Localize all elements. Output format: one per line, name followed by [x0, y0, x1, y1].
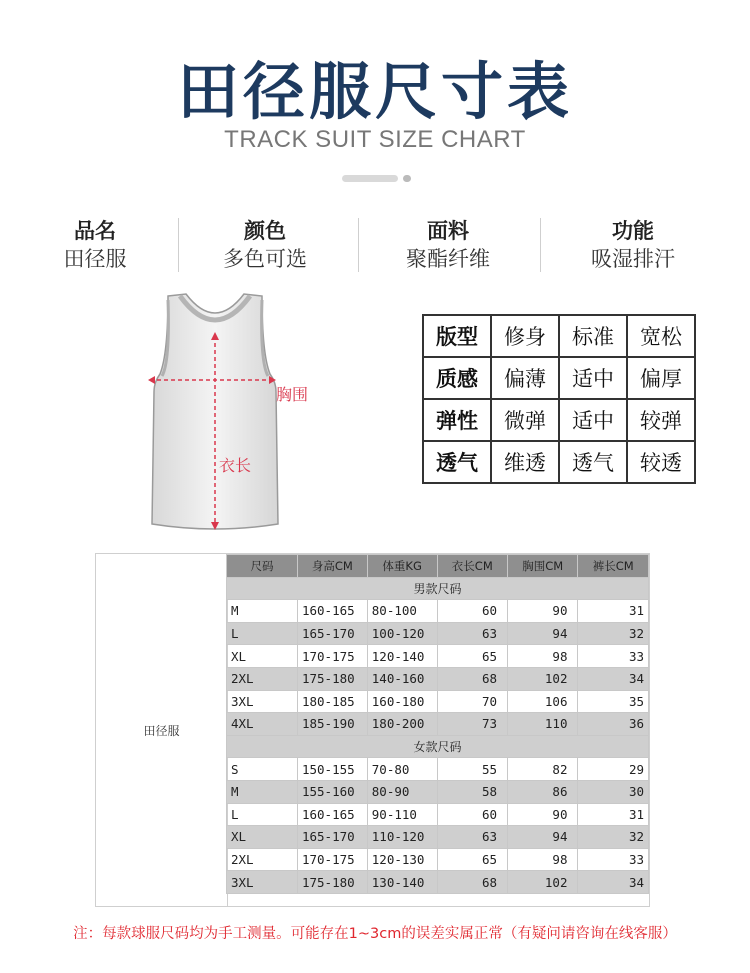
size-cell: 140-160 — [367, 667, 437, 690]
size-cell: 68 — [437, 667, 507, 690]
size-cell: 160-180 — [367, 690, 437, 713]
size-cell: 150-155 — [297, 758, 367, 781]
feel-cell: 标准 — [559, 315, 627, 357]
size-cell: 120-140 — [367, 645, 437, 668]
size-cell: 尺码 — [227, 555, 298, 578]
length-label: 衣长 — [219, 456, 252, 475]
feel-row-breathability — [423, 441, 695, 483]
size-cell: 106 — [508, 690, 578, 713]
size-cell: 30 — [578, 780, 649, 803]
attribute-label: 功能 — [612, 219, 654, 243]
size-cell: 90 — [508, 803, 578, 826]
attribute-value: 聚酯纤维 — [406, 247, 490, 271]
size-cell: 34 — [578, 871, 649, 894]
size-cell: 130-140 — [367, 871, 437, 894]
size-row — [227, 645, 649, 668]
size-cell: 180-185 — [297, 690, 367, 713]
size-cell: 68 — [437, 871, 507, 894]
attribute-function — [543, 218, 723, 273]
size-cell: 80-100 — [367, 600, 437, 623]
product-attributes — [0, 218, 750, 272]
size-row — [227, 848, 649, 871]
size-cell: 94 — [508, 826, 578, 849]
size-cell: 98 — [508, 645, 578, 668]
feel-cell: 微弹 — [491, 399, 559, 441]
size-cell: 2XL — [227, 667, 298, 690]
size-cell: 70-80 — [367, 758, 437, 781]
size-cell: M — [227, 780, 298, 803]
size-cell: 36 — [578, 713, 649, 736]
feel-cell: 维透 — [491, 441, 559, 483]
size-cell: 90 — [508, 600, 578, 623]
size-cell: 3XL — [227, 690, 298, 713]
size-cell: XL — [227, 645, 298, 668]
size-row — [227, 600, 649, 623]
size-cell: 160-165 — [297, 803, 367, 826]
attribute-fabric — [358, 218, 538, 273]
size-cell: XL — [227, 826, 298, 849]
feel-cell: 版型 — [423, 315, 491, 357]
feel-cell: 弹性 — [423, 399, 491, 441]
size-cell: 55 — [437, 758, 507, 781]
size-cell: 80-90 — [367, 780, 437, 803]
size-cell: 73 — [437, 713, 507, 736]
fit-feel-table — [422, 314, 696, 484]
size-cell: 110 — [508, 713, 578, 736]
size-cell: 63 — [437, 826, 507, 849]
section-title: 女款尺码 — [227, 735, 649, 758]
attribute-value: 田径服 — [63, 247, 127, 271]
feel-row-texture — [423, 357, 695, 399]
attribute-divider — [540, 218, 541, 272]
size-cell: M — [227, 600, 298, 623]
section-title-men — [227, 577, 649, 600]
size-cell: 33 — [578, 848, 649, 871]
section-title: 男款尺码 — [227, 577, 649, 600]
size-cell: 2XL — [227, 848, 298, 871]
section-title-women — [227, 735, 649, 758]
page-subtitle: TRACK SUIT SIZE CHART — [224, 126, 526, 153]
page-title: 田径服尺寸表 — [176, 55, 573, 128]
size-cell: 65 — [437, 645, 507, 668]
size-cell: 体重KG — [367, 555, 437, 578]
chest-arrow-left — [148, 376, 155, 384]
size-header-row — [227, 555, 649, 578]
size-cell: 胸围CM — [508, 555, 578, 578]
size-cell: 31 — [578, 600, 649, 623]
size-cell: 165-170 — [297, 622, 367, 645]
size-cell: 98 — [508, 848, 578, 871]
feel-cell: 偏厚 — [627, 357, 695, 399]
size-row — [227, 871, 649, 894]
attribute-value: 多色可选 — [223, 247, 307, 271]
attribute-value: 吸湿排汗 — [591, 247, 675, 271]
measurement-note: 注：每款球服尺码均为手工测量。可能存在1~3cm的误差实属正常（有疑问请咨询在线客服） — [73, 926, 677, 942]
size-cell: 32 — [578, 622, 649, 645]
size-cell: 82 — [508, 758, 578, 781]
size-cell: 155-160 — [297, 780, 367, 803]
size-cell: 60 — [437, 803, 507, 826]
feel-cell: 质感 — [423, 357, 491, 399]
decorative-pill — [342, 175, 398, 182]
size-cell: 165-170 — [297, 826, 367, 849]
size-row — [227, 690, 649, 713]
feel-cell: 偏薄 — [491, 357, 559, 399]
size-cell: L — [227, 622, 298, 645]
size-cell: 58 — [437, 780, 507, 803]
feel-cell: 较透 — [627, 441, 695, 483]
size-row — [227, 780, 649, 803]
size-cell: 4XL — [227, 713, 298, 736]
size-table-body — [227, 555, 649, 894]
tank-top-diagram — [140, 292, 290, 532]
size-cell: 身高CM — [297, 555, 367, 578]
feel-cell: 透气 — [423, 441, 491, 483]
size-row — [227, 826, 649, 849]
size-cell: 100-120 — [367, 622, 437, 645]
size-row — [227, 713, 649, 736]
attribute-label: 面料 — [427, 219, 469, 243]
size-cell: 衣长CM — [437, 555, 507, 578]
size-cell: 102 — [508, 667, 578, 690]
feel-row-fit — [423, 315, 695, 357]
size-cell: L — [227, 803, 298, 826]
feel-cell: 适中 — [559, 357, 627, 399]
size-cell: 32 — [578, 826, 649, 849]
size-cell: 175-180 — [297, 871, 367, 894]
size-cell: 90-110 — [367, 803, 437, 826]
size-cell: 裤长CM — [578, 555, 649, 578]
size-cell: 70 — [437, 690, 507, 713]
size-cell: 94 — [508, 622, 578, 645]
size-cell: 31 — [578, 803, 649, 826]
attribute-label: 品名 — [74, 219, 116, 243]
size-cell: 35 — [578, 690, 649, 713]
feel-cell: 修身 — [491, 315, 559, 357]
feel-cell: 适中 — [559, 399, 627, 441]
decorative-dot — [403, 175, 411, 182]
size-cell: 170-175 — [297, 848, 367, 871]
product-name-cell: 田径服 — [96, 554, 228, 906]
size-cell: 29 — [578, 758, 649, 781]
size-cell: 110-120 — [367, 826, 437, 849]
chest-label: 胸围 — [276, 385, 309, 404]
size-cell: 170-175 — [297, 645, 367, 668]
size-cell: 60 — [437, 600, 507, 623]
size-table — [226, 554, 649, 894]
feel-cell: 较弹 — [627, 399, 695, 441]
size-cell: 86 — [508, 780, 578, 803]
attribute-product-name — [5, 218, 185, 273]
feel-cell: 宽松 — [627, 315, 695, 357]
size-row — [227, 803, 649, 826]
size-cell: 120-130 — [367, 848, 437, 871]
size-row — [227, 622, 649, 645]
size-cell: 34 — [578, 667, 649, 690]
size-cell: 185-190 — [297, 713, 367, 736]
attribute-color — [175, 218, 355, 273]
feel-cell: 透气 — [559, 441, 627, 483]
size-cell: 33 — [578, 645, 649, 668]
size-row — [227, 758, 649, 781]
size-chart — [95, 553, 650, 907]
size-cell: 63 — [437, 622, 507, 645]
size-cell: 3XL — [227, 871, 298, 894]
feel-row-elasticity — [423, 399, 695, 441]
size-cell: 180-200 — [367, 713, 437, 736]
attribute-label: 颜色 — [244, 219, 286, 243]
size-cell: 65 — [437, 848, 507, 871]
size-cell: 160-165 — [297, 600, 367, 623]
size-cell: 102 — [508, 871, 578, 894]
size-cell: 175-180 — [297, 667, 367, 690]
size-cell: S — [227, 758, 298, 781]
size-row — [227, 667, 649, 690]
